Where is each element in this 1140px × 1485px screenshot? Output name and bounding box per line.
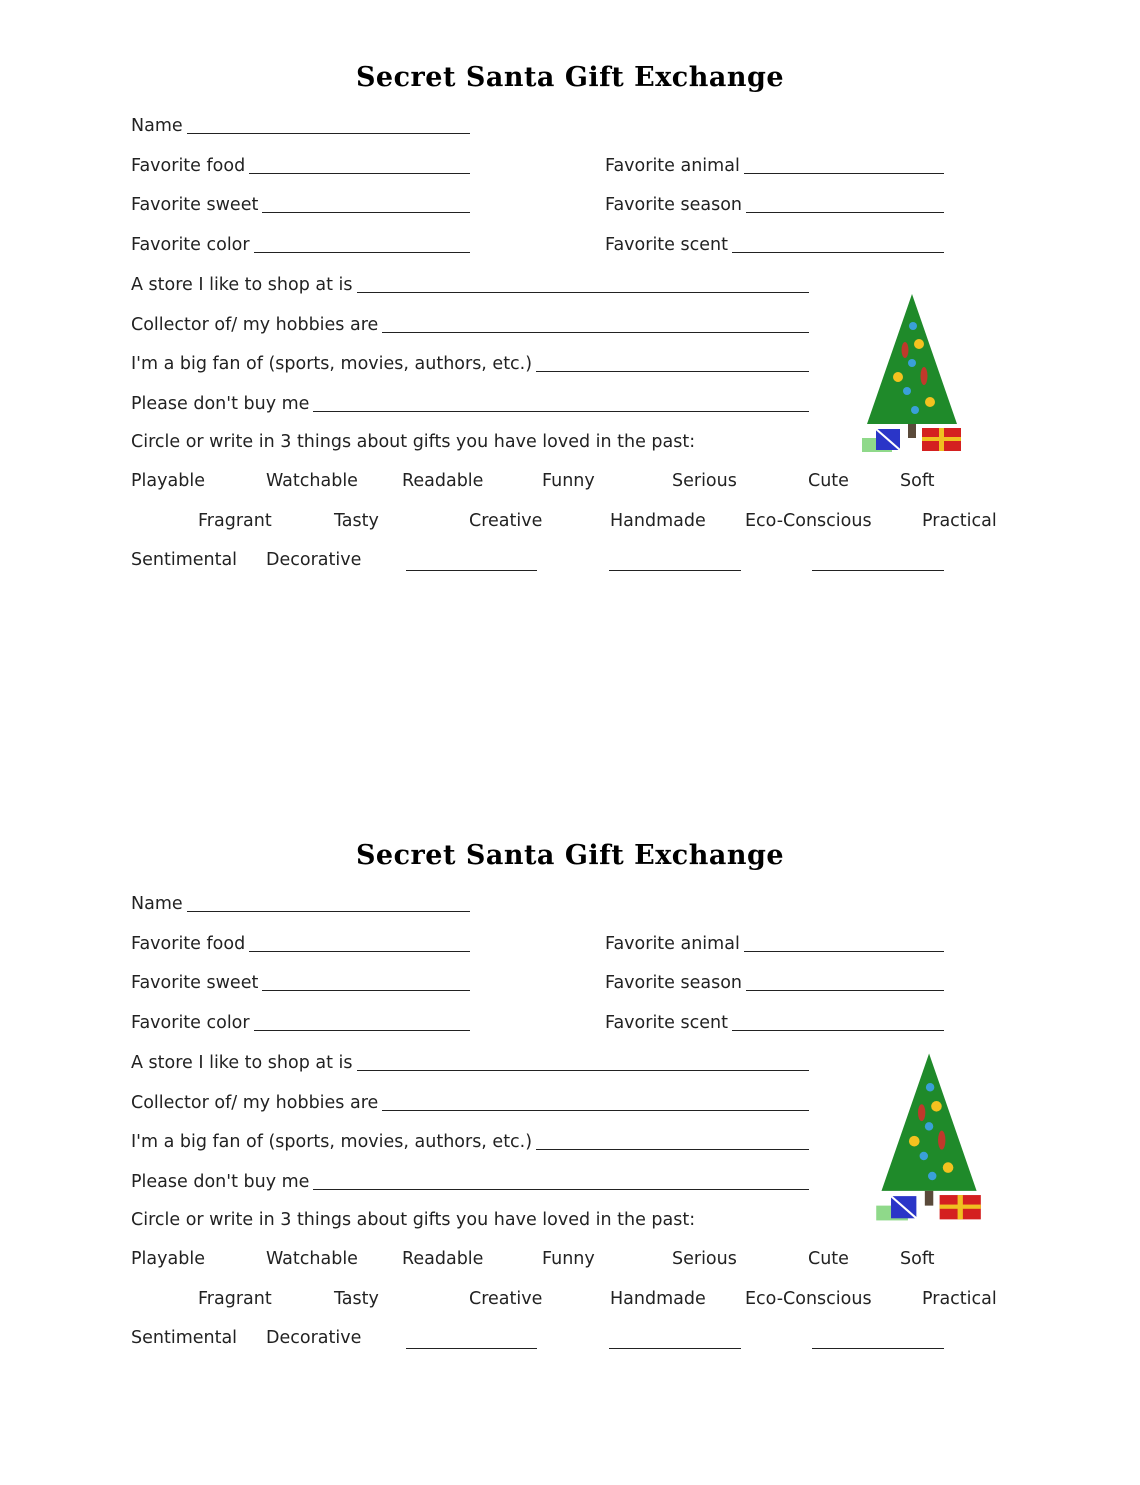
favorite-season-field[interactable]: [605, 970, 944, 994]
favorite-season-label: Favorite season: [605, 195, 743, 215]
name-label: Name: [131, 894, 183, 914]
favorite-animal-field[interactable]: [605, 153, 944, 177]
option-watchable[interactable]: Watchable: [266, 471, 358, 491]
hobbies-label: Collector of/ my hobbies are: [131, 315, 379, 335]
favorite-season-label: Favorite season: [605, 973, 743, 993]
favorite-animal-line[interactable]: [744, 951, 944, 952]
favorite-animal-label: Favorite animal: [605, 156, 740, 176]
gift-exchange-form-2: [0, 778, 1140, 1378]
favorite-scent-field[interactable]: [605, 1010, 944, 1034]
store-line[interactable]: [357, 292, 810, 293]
hobbies-field[interactable]: [131, 1090, 809, 1114]
option-serious[interactable]: Serious: [672, 1249, 737, 1269]
option-decorative[interactable]: Decorative: [266, 1328, 362, 1348]
option-funny[interactable]: Funny: [542, 1249, 595, 1269]
favorite-food-label: Favorite food: [131, 156, 246, 176]
store-field[interactable]: [131, 272, 809, 296]
option-playable[interactable]: Playable: [131, 1249, 205, 1269]
write-in-blank[interactable]: [812, 1348, 944, 1349]
favorite-color-line[interactable]: [254, 252, 470, 253]
option-practical[interactable]: Practical: [922, 1289, 997, 1309]
tree-trunk: [925, 1191, 933, 1206]
favorite-animal-field[interactable]: [605, 931, 944, 955]
christmas-tree-illustration: [858, 292, 964, 456]
option-sentimental[interactable]: Sentimental: [131, 1328, 238, 1348]
option-playable[interactable]: Playable: [131, 471, 205, 491]
favorite-color-line[interactable]: [254, 1030, 470, 1031]
write-in-blank[interactable]: [406, 570, 537, 571]
name-label: Name: [131, 116, 183, 136]
favorite-sweet-label: Favorite sweet: [131, 195, 259, 215]
favorite-season-line[interactable]: [746, 990, 944, 991]
option-practical[interactable]: Practical: [922, 511, 997, 531]
favorite-food-label: Favorite food: [131, 934, 246, 954]
form-title: Secret Santa Gift Exchange: [355, 62, 785, 93]
option-serious[interactable]: Serious: [672, 471, 737, 491]
store-line[interactable]: [357, 1070, 810, 1071]
big-fan-field[interactable]: [131, 351, 809, 375]
form-title: Secret Santa Gift Exchange: [355, 840, 785, 871]
tree-trunk: [908, 424, 916, 438]
favorite-color-field[interactable]: [131, 1010, 470, 1034]
store-label: A store I like to shop at is: [131, 1053, 353, 1073]
option-creative[interactable]: Creative: [469, 511, 543, 531]
option-decorative[interactable]: Decorative: [266, 550, 362, 570]
dont-buy-line[interactable]: [313, 1189, 809, 1190]
option-readable[interactable]: Readable: [402, 471, 484, 491]
write-in-blank[interactable]: [812, 570, 944, 571]
big-fan-field[interactable]: [131, 1129, 809, 1153]
option-fragrant[interactable]: Fragrant: [198, 1289, 272, 1309]
name-line[interactable]: [187, 911, 470, 912]
dont-buy-label: Please don't buy me: [131, 394, 310, 414]
favorite-food-field[interactable]: [131, 931, 470, 955]
favorite-sweet-line[interactable]: [262, 990, 470, 991]
option-handmade[interactable]: Handmade: [610, 1289, 706, 1309]
option-readable[interactable]: Readable: [402, 1249, 484, 1269]
store-field[interactable]: [131, 1050, 809, 1074]
favorite-scent-field[interactable]: [605, 232, 944, 256]
favorite-sweet-field[interactable]: [131, 192, 470, 216]
write-in-blank[interactable]: [406, 1348, 537, 1349]
store-label: A store I like to shop at is: [131, 275, 353, 295]
favorite-season-line[interactable]: [746, 212, 944, 213]
name-field[interactable]: [131, 891, 470, 915]
option-funny[interactable]: Funny: [542, 471, 595, 491]
hobbies-line[interactable]: [382, 332, 809, 333]
name-field[interactable]: [131, 113, 470, 137]
favorite-scent-label: Favorite scent: [605, 1013, 728, 1033]
favorite-sweet-label: Favorite sweet: [131, 973, 259, 993]
favorite-color-label: Favorite color: [131, 235, 250, 255]
option-watchable[interactable]: Watchable: [266, 1249, 358, 1269]
favorite-scent-line[interactable]: [732, 1030, 944, 1031]
dont-buy-line[interactable]: [313, 411, 809, 412]
christmas-tree-illustration: [872, 1050, 984, 1226]
favorite-sweet-line[interactable]: [262, 212, 470, 213]
favorite-food-line[interactable]: [249, 951, 470, 952]
option-soft[interactable]: Soft: [900, 471, 935, 491]
option-eco-conscious[interactable]: Eco-Conscious: [745, 511, 872, 531]
favorite-scent-line[interactable]: [732, 252, 944, 253]
option-fragrant[interactable]: Fragrant: [198, 511, 272, 531]
tree-icon: [882, 1053, 977, 1190]
favorite-animal-label: Favorite animal: [605, 934, 740, 954]
option-cute[interactable]: Cute: [808, 471, 849, 491]
circle-prompt: Circle or write in 3 things about gifts you have loved in the past:: [131, 432, 696, 452]
hobbies-field[interactable]: [131, 312, 809, 336]
option-tasty[interactable]: Tasty: [334, 1289, 379, 1309]
favorite-food-field[interactable]: [131, 153, 470, 177]
big-fan-label: I'm a big fan of (sports, movies, authors, etc.): [131, 354, 533, 374]
option-sentimental[interactable]: Sentimental: [131, 550, 238, 570]
write-in-blank[interactable]: [609, 570, 741, 571]
option-eco-conscious[interactable]: Eco-Conscious: [745, 1289, 872, 1309]
big-fan-line[interactable]: [536, 1149, 809, 1150]
favorite-sweet-field[interactable]: [131, 970, 470, 994]
write-in-blank[interactable]: [609, 1348, 741, 1349]
name-line[interactable]: [187, 133, 470, 134]
hobbies-label: Collector of/ my hobbies are: [131, 1093, 379, 1113]
big-fan-label: I'm a big fan of (sports, movies, authors, etc.): [131, 1132, 533, 1152]
big-fan-line[interactable]: [536, 371, 809, 372]
circle-prompt: Circle or write in 3 things about gifts you have loved in the past:: [131, 1210, 696, 1230]
option-handmade[interactable]: Handmade: [610, 511, 706, 531]
favorite-color-label: Favorite color: [131, 1013, 250, 1033]
dont-buy-field[interactable]: [131, 1169, 809, 1193]
option-creative[interactable]: Creative: [469, 1289, 543, 1309]
option-soft[interactable]: Soft: [900, 1249, 935, 1269]
option-tasty[interactable]: Tasty: [334, 511, 379, 531]
favorite-food-line[interactable]: [249, 173, 470, 174]
option-cute[interactable]: Cute: [808, 1249, 849, 1269]
dont-buy-field[interactable]: [131, 391, 809, 415]
favorite-animal-line[interactable]: [744, 173, 944, 174]
favorite-season-field[interactable]: [605, 192, 944, 216]
hobbies-line[interactable]: [382, 1110, 809, 1111]
favorite-color-field[interactable]: [131, 232, 470, 256]
favorite-scent-label: Favorite scent: [605, 235, 728, 255]
dont-buy-label: Please don't buy me: [131, 1172, 310, 1192]
gift-exchange-form-1: [0, 0, 1140, 600]
